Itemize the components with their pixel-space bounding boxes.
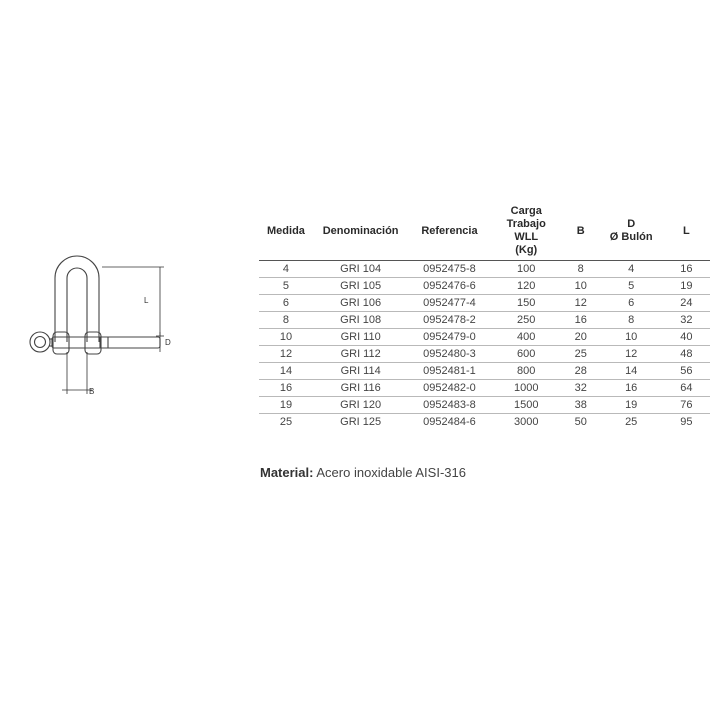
cell-referencia: 0952478-2: [408, 312, 490, 329]
table-row: [259, 346, 710, 363]
cell-carga: 150: [491, 295, 562, 312]
cell-denominacion: GRI 105: [313, 278, 408, 295]
cell-b: 16: [562, 312, 600, 329]
cell-denominacion: GRI 106: [313, 295, 408, 312]
cell-l: 24: [663, 295, 710, 312]
cell-l: 56: [663, 363, 710, 380]
cell-referencia: 0952480-3: [408, 346, 490, 363]
cell-l: 19: [663, 278, 710, 295]
cell-d: 25: [625, 416, 638, 428]
material-value: Acero inoxidable AISI-316: [316, 465, 466, 480]
table-row: [259, 380, 710, 397]
cell-l: 64: [663, 380, 710, 397]
header-denominacion: Denominación: [313, 205, 408, 261]
shackle-diagram: [22, 240, 182, 400]
cell-denominacion: GRI 114: [313, 363, 408, 380]
table-row: [259, 414, 710, 431]
cell-referencia: 0952479-0: [408, 329, 490, 346]
cell-medida: 4: [259, 261, 313, 278]
header-carga-line: (Kg): [515, 244, 538, 256]
cell-d: 6: [600, 295, 663, 312]
table-row: [259, 329, 710, 346]
cell-medida: 25: [279, 416, 293, 428]
header-carga-line: WLL: [514, 231, 539, 243]
header-referencia: Referencia: [408, 205, 490, 261]
header-d: [600, 205, 663, 261]
cell-denominacion: GRI 116: [313, 380, 408, 397]
cell-b: 32: [562, 380, 600, 397]
cell-denominacion: GRI 108: [313, 312, 408, 329]
cell-carga: 600: [491, 346, 562, 363]
cell-referencia: 0952477-4: [408, 295, 490, 312]
cell-medida: 10: [259, 329, 313, 346]
material-label: Material:: [260, 465, 314, 480]
cell-referencia: 0952484-6: [423, 416, 476, 428]
cell-l: 95: [680, 416, 693, 428]
cell-b: 38: [562, 397, 600, 414]
dimension-label-l: L: [144, 296, 149, 305]
cell-b: 12: [562, 295, 600, 312]
cell-carga: 250: [491, 312, 562, 329]
cell-denominacion: GRI 120: [313, 397, 408, 414]
cell-b: 25: [562, 346, 600, 363]
dimension-label-d: D: [165, 338, 171, 347]
cell-referencia: 0952475-8: [408, 261, 490, 278]
cell-carga: 1500: [491, 397, 562, 414]
dimension-label-b: B: [89, 387, 95, 396]
table-row: [259, 312, 710, 329]
cell-l: 76: [663, 397, 710, 414]
shackle-outer-outline: [55, 256, 99, 342]
cell-d: 14: [600, 363, 663, 380]
cell-d: 12: [600, 346, 663, 363]
cell-referencia: 0952481-1: [408, 363, 490, 380]
header-b: B: [562, 205, 600, 261]
cell-denominacion: GRI 125: [340, 416, 382, 428]
header-d-line: Ø Bulón: [609, 231, 653, 243]
material-line: [260, 465, 466, 480]
header-carga-line: Carga: [510, 205, 542, 217]
cell-referencia: 0952483-8: [408, 397, 490, 414]
cell-carga: 800: [491, 363, 562, 380]
cell-referencia: 0952476-6: [408, 278, 490, 295]
cell-b: 8: [562, 261, 600, 278]
cell-medida: 14: [259, 363, 313, 380]
cell-d: 16: [600, 380, 663, 397]
shackle-pin-eye: [30, 332, 50, 352]
cell-medida: 8: [259, 312, 313, 329]
shackle-inner-outline: [67, 268, 87, 342]
cell-b: 10: [562, 278, 600, 295]
spec-table: [259, 205, 710, 430]
cell-carga: 3000: [513, 416, 539, 428]
cell-d: 4: [600, 261, 663, 278]
cell-d: 19: [600, 397, 663, 414]
cell-l: 40: [663, 329, 710, 346]
table-row: [259, 261, 710, 278]
cell-carga: 400: [491, 329, 562, 346]
cell-carga: 1000: [491, 380, 562, 397]
cell-l: 16: [663, 261, 710, 278]
cell-b: 20: [562, 329, 600, 346]
table-row: [259, 397, 710, 414]
cell-denominacion: GRI 112: [313, 346, 408, 363]
shackle-pin: [52, 337, 160, 348]
cell-d: 10: [600, 329, 663, 346]
header-carga-line: Trabajo: [506, 218, 546, 230]
cell-b: 50: [574, 416, 587, 428]
cell-d: 8: [600, 312, 663, 329]
cell-d: 5: [600, 278, 663, 295]
cell-denominacion: GRI 104: [313, 261, 408, 278]
header-d-line: D: [627, 218, 636, 230]
cell-medida: 16: [259, 380, 313, 397]
table-row: [259, 363, 710, 380]
cell-referencia: 0952482-0: [408, 380, 490, 397]
cell-medida: 6: [259, 295, 313, 312]
cell-l: 48: [663, 346, 710, 363]
cell-l: 32: [663, 312, 710, 329]
table-body: [259, 261, 710, 431]
table-header-row: [259, 205, 710, 261]
header-medida: Medida: [259, 205, 313, 261]
cell-carga: 120: [491, 278, 562, 295]
cell-denominacion: GRI 110: [313, 329, 408, 346]
header-carga: [491, 205, 562, 261]
cell-b: 28: [562, 363, 600, 380]
cell-medida: 19: [259, 397, 313, 414]
cell-medida: 12: [259, 346, 313, 363]
header-l: L: [663, 205, 710, 261]
cell-carga: 100: [491, 261, 562, 278]
cell-medida: 5: [259, 278, 313, 295]
table-row: [259, 295, 710, 312]
table-row: [259, 278, 710, 295]
